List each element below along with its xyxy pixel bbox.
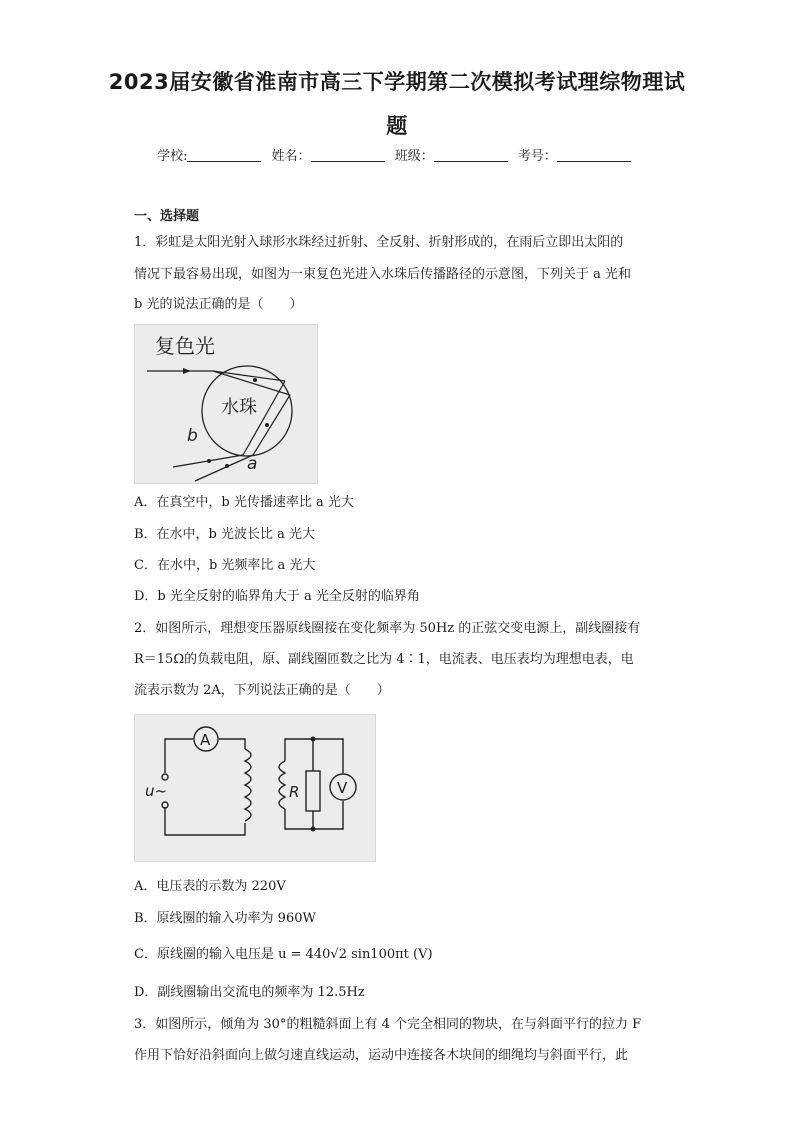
primary-coil [245, 749, 251, 821]
q1-option-a[interactable]: A．在真空中，b 光传播速率比 a 光大 [134, 495, 354, 510]
secondary-wire-bottom [285, 801, 343, 829]
school-blank[interactable] [187, 149, 261, 162]
q2-option-d[interactable]: D．副线圈输出交流电的频率为 12.5Hz [134, 985, 365, 1000]
exam-title-line2: 题 [386, 114, 408, 138]
secondary-wire-top [285, 739, 343, 773]
q3-stem-line1: 3．如图所示，倾角为 30°的粗糙斜面上有 4 个完全相同的物块，在与斜面平行的拉力 F [134, 1017, 642, 1032]
exam-title-line1: 2023届安徽省淮南市高三下学期第二次模拟考试理综物理试 [108, 70, 686, 94]
q1-stem-line3: b 光的说法正确的是（ ） [134, 297, 303, 312]
secondary-coil [279, 761, 285, 809]
number-label: 考号： [517, 149, 557, 164]
label-source: u~ [145, 782, 168, 800]
label-water-drop: 水珠 [221, 397, 257, 418]
label-b: b [187, 426, 198, 446]
arrow-dot-a [225, 464, 229, 468]
q2-figure-transformer-circuit [134, 714, 376, 862]
junction-top [311, 737, 316, 742]
incident-arrow [183, 368, 191, 374]
q2-diagram-svg [135, 715, 375, 861]
resistor-symbol [306, 771, 320, 811]
label-resistor: R [289, 783, 300, 801]
q2-stem-line1: 2．如图所示，理想变压器原线圈接在变化频率为 50Hz 的正弦交变电源上，副线圈接有 [134, 621, 641, 636]
primary-wire-bottom [165, 807, 245, 835]
q1-option-b[interactable]: B．在水中，b 光波长比 a 光大 [134, 527, 316, 542]
refracted-ray-upper [213, 371, 285, 381]
section-title: 一、选择题 [134, 209, 200, 224]
q2-stem-line2: R＝15Ω的负载电阻，原、副线圈匝数之比为 4∶1，电流表、电压表均为理想电表，电 [134, 652, 634, 667]
junction-bottom [311, 827, 316, 832]
arrow-dot-inner1 [253, 378, 257, 382]
primary-wire-top-right [219, 739, 245, 749]
q2-option-b[interactable]: B．原线圈的输入功率为 960W [134, 911, 316, 926]
label-a: a [247, 454, 258, 474]
source-terminal-top [162, 774, 168, 780]
q1-figure-rainbow-drop [134, 324, 318, 484]
class-blank[interactable] [434, 149, 508, 162]
q1-option-d[interactable]: D．b 光全反射的临界角大于 a 光全反射的临界角 [134, 589, 420, 604]
class-label: 班级： [394, 149, 434, 164]
label-ammeter: A [200, 731, 211, 749]
label-composite-light: 复色光 [155, 334, 215, 358]
q3-stem-line2: 作用下恰好沿斜面向上做匀速直线运动，运动中连接各木块间的细绳均与斜面平行，此 [134, 1048, 629, 1063]
q2-stem-line3: 流表示数为 2A，下列说法正确的是（ ） [134, 683, 390, 698]
label-voltmeter: V [337, 779, 348, 797]
q2-option-c[interactable]: C．原线圈的输入电压是 u = 440√2 sin100πt (V) [134, 947, 433, 962]
q1-option-c[interactable]: C．在水中，b 光频率比 a 光大 [134, 558, 316, 573]
number-blank[interactable] [557, 149, 631, 162]
q1-diagram-svg [135, 325, 317, 483]
q2-option-a[interactable]: A．电压表的示数为 220V [134, 879, 286, 894]
arrow-dot-inner2 [265, 423, 269, 427]
arrow-dot-b [207, 459, 211, 463]
school-label: 学校: [157, 149, 188, 164]
primary-wire-top-left [165, 739, 193, 773]
student-info-row [0, 145, 794, 164]
name-blank[interactable] [311, 149, 385, 162]
name-label: 姓名： [271, 149, 311, 164]
q1-stem-line2: 情况下最容易出现，如图为一束复色光进入水珠后传播路径的示意图，下列关于 a 光和 [134, 267, 632, 282]
reflected-ray-b [243, 381, 285, 455]
q1-stem-line1: 1．彩虹是太阳光射入球形水珠经过折射、全反射、折射形成的，在雨后立即出太阳的 [134, 235, 624, 250]
